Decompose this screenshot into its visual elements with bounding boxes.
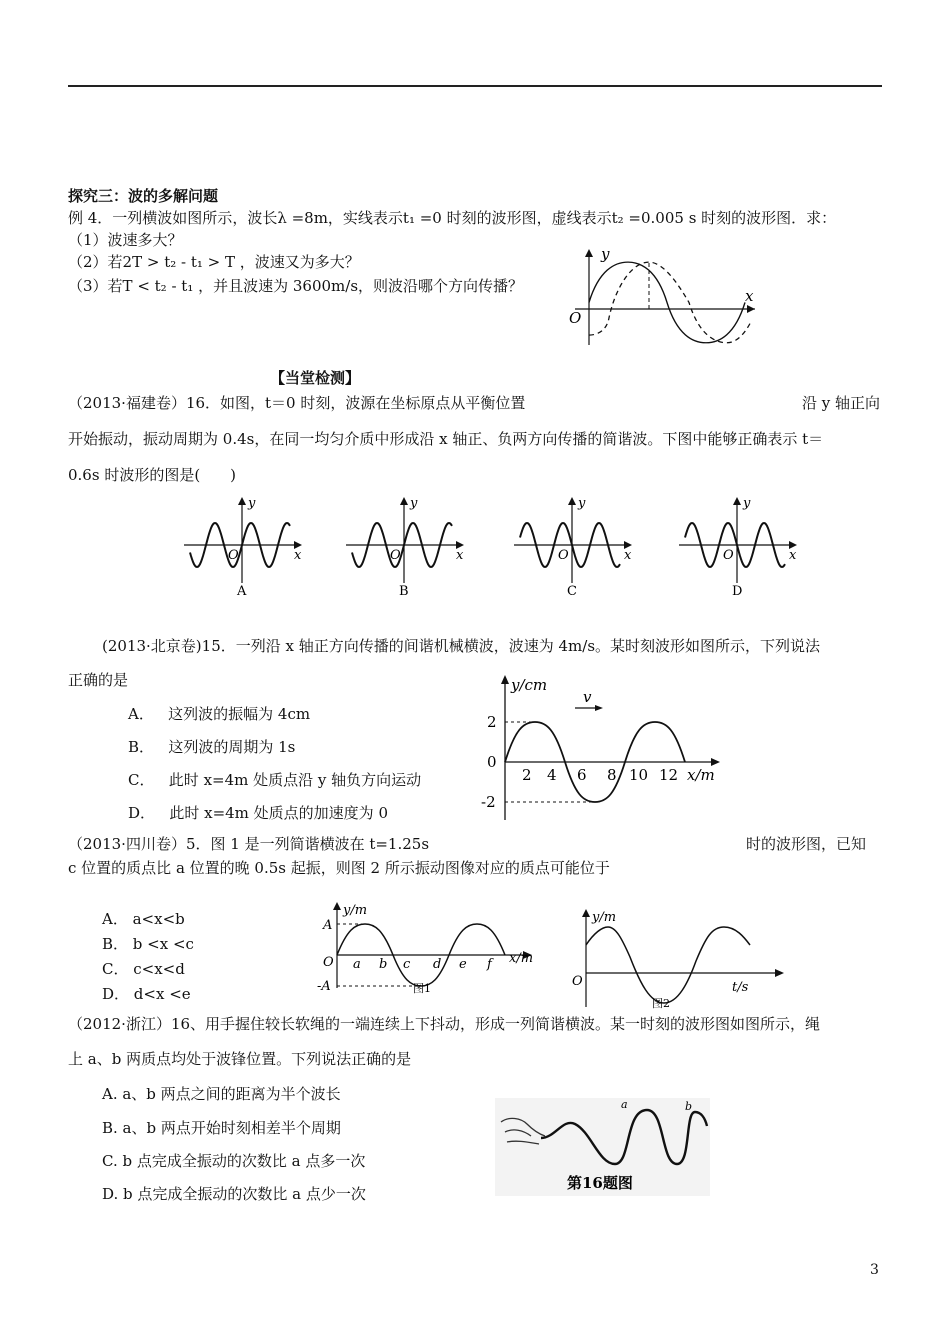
- option-label-d: D: [732, 584, 743, 599]
- q3-option-d: D． d<x <e: [102, 985, 191, 1003]
- option-origin-label: O: [228, 548, 239, 563]
- option-y-label: y: [578, 496, 586, 511]
- q2-line2: 正确的是: [68, 671, 129, 689]
- option-label-b: B: [399, 584, 409, 599]
- q2-line1: (2013·北京卷)15．一列沿 x 轴正方向传播的间谐机械横波，波速为 4m/s。某时刻波形如图所示，下列说法: [102, 637, 821, 655]
- q4-option-b: B. a、b 两点开始时刻相差半个周期: [102, 1119, 341, 1137]
- option-y-label: y: [248, 496, 256, 511]
- q3f1-xlabel: x/m: [509, 951, 534, 966]
- q3f2-ylabel: y/m: [592, 910, 617, 925]
- q2-tick: 10: [629, 766, 649, 784]
- q3-option-a: A． a<x<b: [102, 910, 185, 928]
- option-x-label: x: [624, 548, 632, 563]
- option-origin-label: O: [558, 548, 569, 563]
- q3f1-pt: b: [379, 957, 388, 972]
- option-graph-c: [514, 496, 632, 599]
- q4-point-b: b: [685, 1100, 693, 1113]
- q2-option-b: B． 这列波的周期为 1s: [128, 738, 296, 756]
- option-x-label: x: [789, 548, 797, 563]
- q3-line1b: 时的波形图，已知: [746, 835, 867, 853]
- q4-option-a: A. a、b 两点之间的距离为半个波长: [102, 1085, 341, 1103]
- q3f2-caption: 图2: [652, 997, 670, 1010]
- q2-ym2: -2: [481, 793, 496, 811]
- option-y-label: y: [743, 496, 751, 511]
- q4-caption: 第16题图: [567, 1174, 633, 1192]
- q1-line2: 开始振动，振动周期为 0.4s，在同一均匀介质中形成沿 x 轴正、负两方向传播的简谐波。下图中能够正确表示 t＝: [68, 430, 824, 448]
- option-label-a: A: [237, 584, 247, 599]
- q3f2-xlabel: t/s: [732, 980, 749, 995]
- q3-option-b: B． b <x <c: [102, 935, 194, 953]
- q4-line2: 上 a、b 两质点均处于波锋位置。下列说法正确的是: [68, 1050, 412, 1068]
- q3f1-pt: c: [403, 957, 411, 972]
- q1-line1a: （2013·福建卷）16．如图，t＝0 时刻，波源在坐标原点从平衡位置: [68, 394, 526, 412]
- q3f1-pt: e: [459, 957, 467, 972]
- q2-option-a: A． 这列波的振幅为 4cm: [128, 705, 311, 723]
- section-title: 探究三：波的多解问题: [68, 187, 219, 205]
- q1-option-graphs: [180, 495, 820, 605]
- q4-option-c: C. b 点完成全振动的次数比 a 点多一次: [102, 1152, 366, 1170]
- q3f2-o: O: [572, 974, 583, 989]
- q4-option-d: D. b 点完成全振动的次数比 a 点少一次: [102, 1185, 366, 1203]
- fig-origin-label: O: [569, 309, 582, 327]
- q2-tick: 6: [577, 766, 587, 784]
- q3f1-pt: a: [353, 957, 361, 972]
- q2-y2: 2: [487, 713, 497, 731]
- q2-tick: 4: [547, 766, 557, 784]
- example4-stem: 例 4．一列横波如图所示，波长λ =8m，实线表示t₁ =0 时刻的波形图，虚线表示t₂ =0.005 s 时刻的波形图．求：: [68, 209, 837, 227]
- check-heading: 【当堂检测】: [270, 369, 361, 387]
- q2-ylabel: y/cm: [511, 676, 548, 694]
- q3f1-a: A: [323, 918, 333, 933]
- option-y-label: y: [410, 496, 418, 511]
- q1-line1b: 沿 y 轴正向: [802, 394, 881, 412]
- example4-q3: （3）若T < t₂ - t₁ ，并且波速为 3600m/s，则波沿哪个方向传播？: [68, 277, 524, 295]
- q3-line2: c 位置的质点比 a 位置的晚 0.5s 起振，则图 2 所示振动图像对应的质点可能位于: [68, 859, 610, 877]
- q3f1-o: O: [323, 955, 334, 970]
- q2-tick: 2: [522, 766, 532, 784]
- example4-q2: （2）若2T > t₂ - t₁ > T ，波速又为多大？: [68, 253, 360, 271]
- q3-line1a: （2013·四川卷）5．图 1 是一列简谐横波在 t=1.25s: [68, 835, 430, 853]
- q1-line3: 0.6s 时波形的图是( ): [68, 466, 237, 484]
- option-x-label: x: [294, 548, 302, 563]
- q2-tick: 8: [607, 766, 617, 784]
- q3f1-ma: -A: [317, 979, 331, 994]
- q2-tick: 12: [659, 766, 679, 784]
- option-label-c: C: [567, 584, 577, 599]
- option-graph-b: [346, 496, 464, 599]
- q2-wave-figure: [475, 670, 735, 830]
- q3-option-c: C． c<x<d: [102, 960, 185, 978]
- q4-point-a: a: [621, 1098, 628, 1111]
- q2-xlabel: x/m: [687, 766, 715, 784]
- q2-v-label: v: [583, 688, 592, 706]
- example4-q1: （1）波速多大？: [68, 231, 183, 249]
- q2-y0: 0: [487, 753, 497, 771]
- header-rule: [68, 85, 882, 87]
- q2-option-c: C． 此时 x=4m 处质点沿 y 轴负方向运动: [128, 771, 422, 789]
- q3f1-pt: f: [487, 957, 492, 972]
- q4-line1: （2012·浙江）16、用手握住较长软绳的一端连续上下抖动，形成一列简谐横波。某一时刻的波形图如图所示，绳: [68, 1015, 821, 1033]
- option-x-label: x: [456, 548, 464, 563]
- fig-x-label: x: [745, 287, 754, 305]
- option-graph-d: [679, 496, 797, 599]
- q4-rope-figure: [495, 1098, 710, 1196]
- option-origin-label: O: [390, 548, 401, 563]
- q3-figure-1: [315, 900, 540, 995]
- q3f1-ylabel: y/m: [343, 903, 368, 918]
- q2-option-d: D． 此时 x=4m 处质点的加速度为 0: [128, 804, 388, 822]
- q3-figure-2: [560, 905, 790, 1010]
- example4-wave-figure: [565, 245, 765, 350]
- option-origin-label: O: [723, 548, 734, 563]
- q3f1-pt: d: [433, 957, 442, 972]
- page-number: 3: [870, 1262, 879, 1278]
- fig-y-label: y: [601, 245, 610, 263]
- q3f1-caption: 图1: [413, 982, 431, 995]
- option-graph-a: [184, 496, 302, 599]
